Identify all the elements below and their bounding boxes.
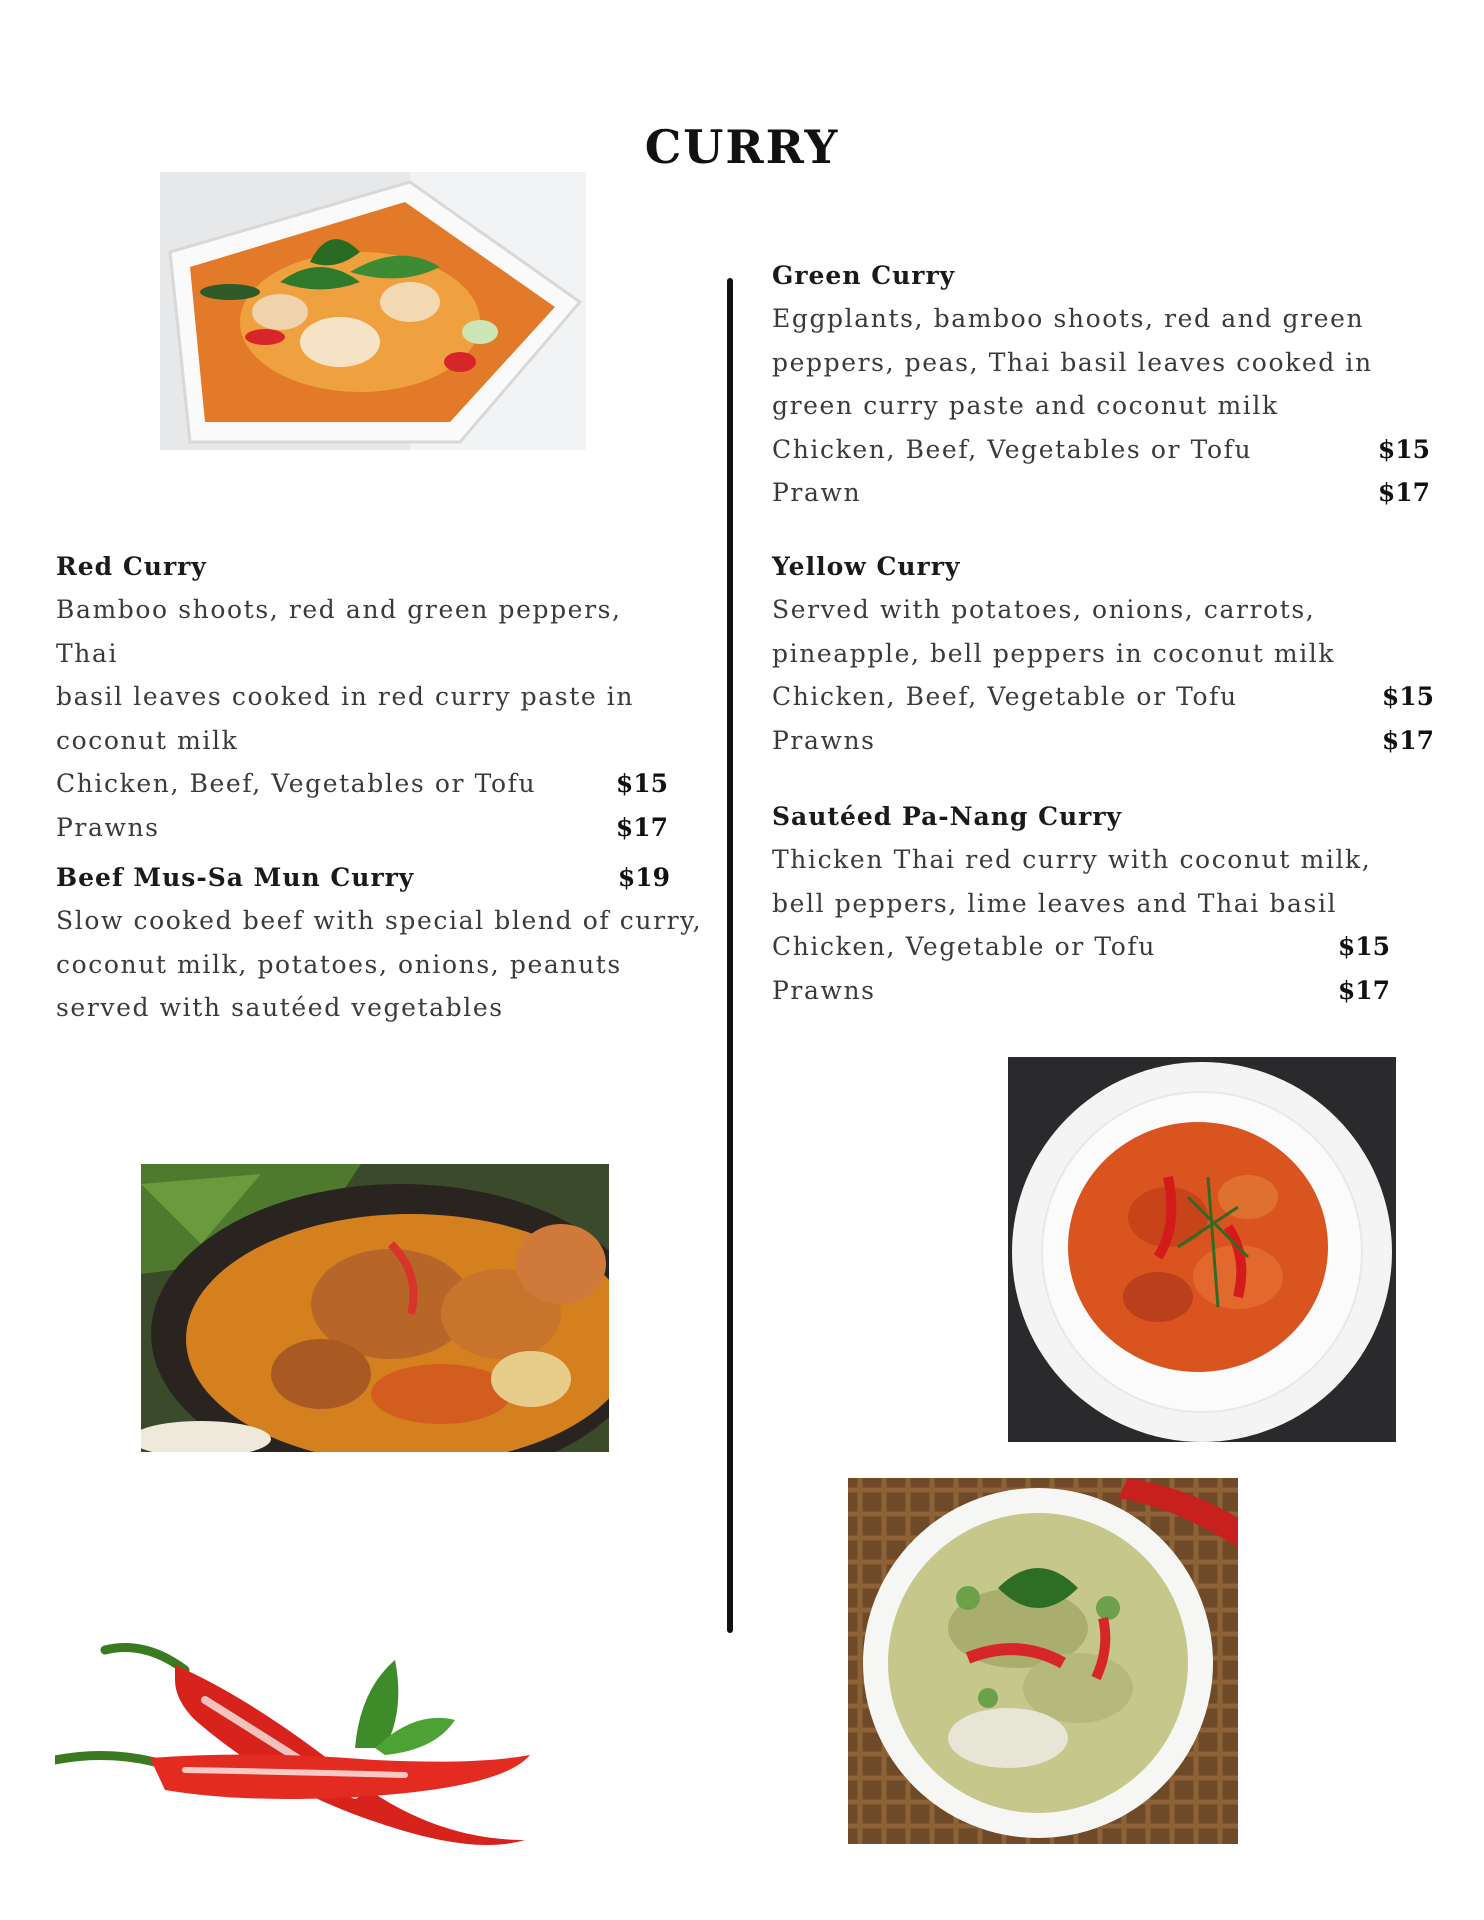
option-price: $15 xyxy=(615,769,668,798)
menu-item-red-curry xyxy=(56,545,676,849)
item-name: Beef Mus-Sa Mun Curry xyxy=(56,863,415,892)
menu-item-beef-mussamun-curry xyxy=(56,856,716,1030)
option-label: Prawn xyxy=(772,478,862,507)
item-description-line: Thicken Thai red curry with coconut milk, xyxy=(772,845,1372,874)
item-description-line: Slow cooked beef with special blend of curry, xyxy=(56,906,703,935)
price-option-row xyxy=(772,471,1430,515)
option-label: Prawns xyxy=(56,812,160,842)
option-label: Chicken, Beef, Vegetables or Tofu xyxy=(772,434,1253,464)
price-option-row xyxy=(772,719,1434,763)
item-name: Yellow Curry xyxy=(772,552,961,581)
item-description-line: Served with potatoes, onions, carrots, xyxy=(772,595,1316,624)
item-description-line: coconut milk, potatoes, onions, peanuts xyxy=(56,949,622,979)
option-price: $17 xyxy=(615,812,668,842)
menu-item-yellow-curry xyxy=(772,545,1432,762)
item-description-line: peppers, peas, Thai basil leaves cooked in xyxy=(772,347,1373,377)
column-divider xyxy=(727,278,733,1633)
chili-peppers-illustration xyxy=(55,1630,545,1852)
price-option-row xyxy=(772,428,1430,472)
option-label: Prawns xyxy=(772,975,876,1005)
green-curry-photo xyxy=(848,1478,1238,1844)
item-price: $19 xyxy=(617,863,670,892)
option-price: $17 xyxy=(1377,478,1430,507)
option-price: $17 xyxy=(1381,725,1434,755)
item-description-line: Bamboo shoots, red and green peppers, Thai xyxy=(56,595,622,668)
price-option-row xyxy=(772,675,1434,719)
item-name-row xyxy=(56,856,670,899)
item-description-line: Eggplants, bamboo shoots, red and green xyxy=(772,304,1365,333)
item-description-line: bell peppers, lime leaves and Thai basil xyxy=(772,888,1338,918)
price-option-row xyxy=(56,762,668,806)
menu-item-panang-curry xyxy=(772,795,1432,1012)
option-label: Prawns xyxy=(772,725,876,755)
panang-curry-photo xyxy=(1008,1057,1396,1442)
item-description-line: green curry paste and coconut milk xyxy=(772,391,1279,420)
item-name: Sautéed Pa-Nang Curry xyxy=(772,802,1123,831)
red-curry-photo xyxy=(160,172,586,450)
option-label: Chicken, Vegetable or Tofu xyxy=(772,932,1156,961)
page-title: CURRY xyxy=(644,120,840,174)
item-description-line: served with sautéed vegetables xyxy=(56,993,504,1022)
item-name: Red Curry xyxy=(56,552,207,581)
option-price: $15 xyxy=(1377,434,1430,464)
item-description-line: pineapple, bell peppers in coconut milk xyxy=(772,638,1336,668)
option-price: $15 xyxy=(1381,682,1434,711)
item-name: Green Curry xyxy=(772,261,956,290)
item-description-line: basil leaves cooked in red curry paste in xyxy=(56,682,635,711)
option-price: $17 xyxy=(1337,975,1390,1005)
option-label: Chicken, Beef, Vegetable or Tofu xyxy=(772,682,1238,711)
price-option-row xyxy=(56,806,668,850)
menu-item-green-curry xyxy=(772,254,1432,515)
option-price: $15 xyxy=(1337,932,1390,961)
massaman-curry-photo xyxy=(141,1164,609,1452)
item-description-line: coconut milk xyxy=(56,725,239,755)
option-label: Chicken, Beef, Vegetables or Tofu xyxy=(56,769,537,798)
price-option-row xyxy=(772,969,1390,1013)
price-option-row xyxy=(772,925,1390,969)
